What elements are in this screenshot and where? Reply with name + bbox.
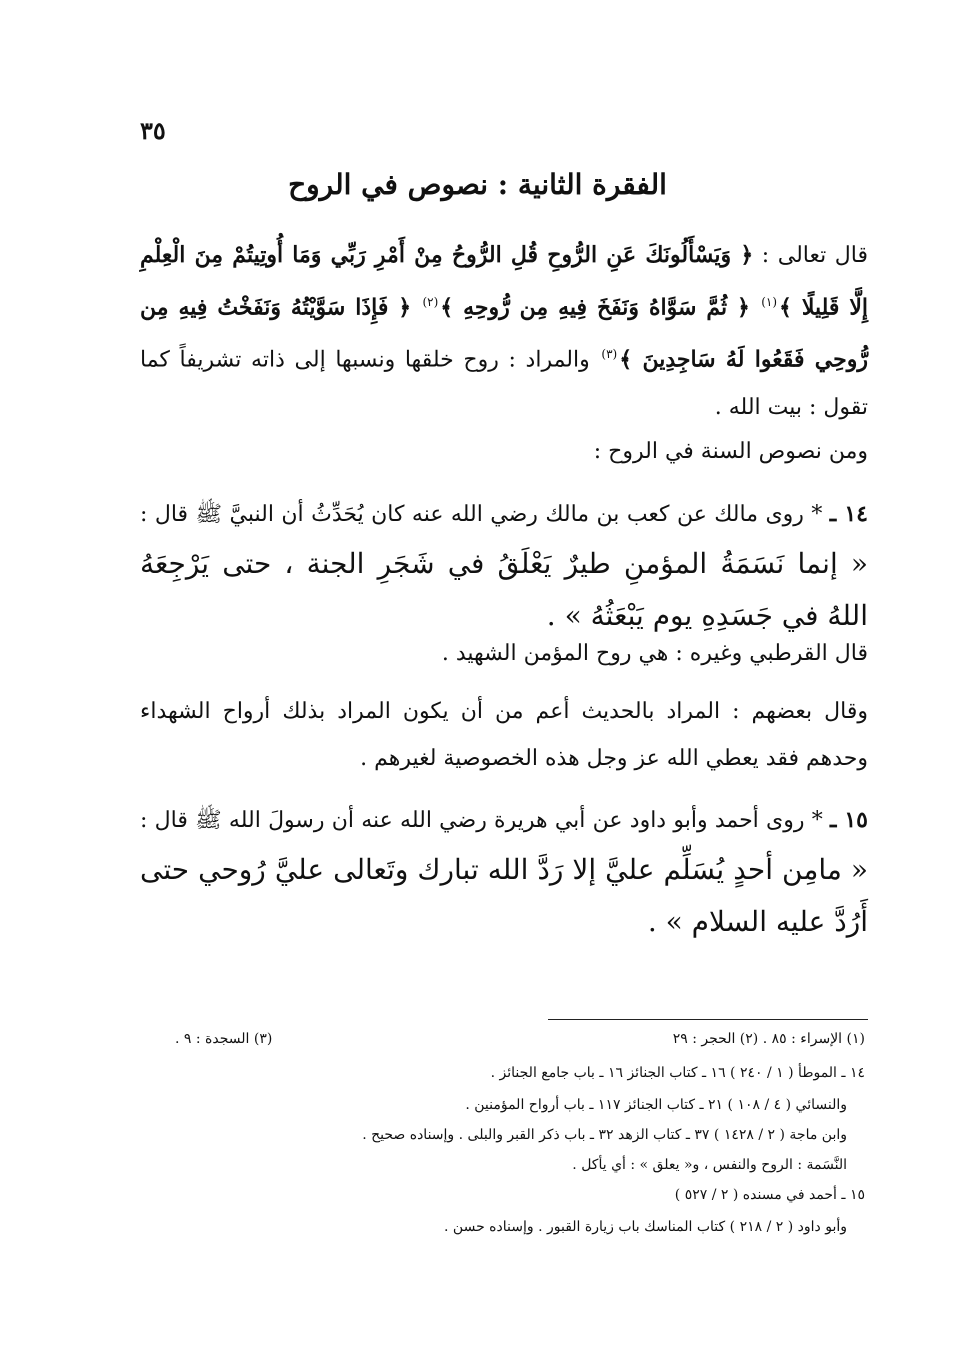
hadith-14-lead: * روى مالك عن كعب بن مالك رضي الله عنه كان يُحَدِّثُ أن النبيَّ ﷺ قال :: [140, 502, 830, 527]
hadith-15-lead: * روى أحمد وأبو داود عن أبي هريرة رضي الله عنه أن رسولَ الله ﷺ قال :: [140, 808, 830, 833]
verse-hijr: ﴿ ثُمَّ سَوَّاهُ وَنَفَخَ فِيهِ مِن رُّوحِهِ ﴾: [440, 294, 750, 321]
footnote-line-7: وأبو داود ( ٢ / ٢١٨ ) كتاب المناسك باب زيارة القبور . وإسناده حسن .: [444, 1219, 847, 1235]
footnote-ref-2: (٢): [422, 295, 439, 309]
verse-sajda: ﴿ فَإِذَا سَوَّيْتُهُ وَنَفَخْتُ فِيهِ مِن رُّوحِي فَقَعُوا لَهُ سَاجِدِينَ ﴾: [140, 294, 868, 373]
footnote-ref-1: (١): [761, 295, 778, 309]
footnote-line-3: والنسائي ( ٤ / ١٠٨ ) ٢١ ـ كتاب الجنائز ١١٧ ـ باب أرواح المؤمنين .: [465, 1097, 847, 1113]
footnote-line-6: ١٥ ـ أحمد في مسنده ( ٢ / ٥٢٧ ): [674, 1187, 865, 1203]
hadith-14-text: « إنما نَسَمَةُ المؤمنِ طيرٌ يَعْلَقُ في شَجَرِ الجنة ، حتى يَرْجِعَهُ اللهُ في جَسَدِهِ يوم يَبْعَثُهُ » .: [140, 547, 868, 632]
paragraph-sunnah-intro: ومن نصوص السنة في الروح :: [593, 439, 868, 464]
intro-text: قال تعالى :: [753, 243, 868, 268]
page-number: ٣٥: [140, 116, 166, 145]
hadith-number-15: ١٥ ـ: [830, 807, 868, 833]
paragraph-qurtubi: قال القرطبي وغيره : هي روح المؤمن الشهيد .: [441, 641, 868, 666]
footnote-divider: [548, 1019, 868, 1020]
footnote-line-5: النَّسَمة : الروح والنفس ، و« يعلق » : أي يأكل .: [572, 1157, 847, 1173]
hadith-number-14: ١٤ ـ: [829, 501, 868, 527]
footnote-line-4: وابن ماجة ( ٢ / ١٤٢٨ ) ٣٧ ـ كتاب الزهد ٣٢ ـ باب ذكر القبر والبلى . وإسناده صحيح .: [362, 1127, 847, 1143]
hadith-15-text: « مامِن أحدٍ يُسَلِّم عليَّ إلا رَدَّ الله تبارك وتَعالى عليَّ رُوحي حتى أَرُدَّ عليه السلام » .: [140, 853, 868, 938]
paragraph-others: وقال بعضهم : المراد بالحديث أعم من أن يكون المراد بذلك أرواح الشهداء وحدهم فقد يعطي الله عز وجل هذه الخصوصية لغيرهم .: [140, 699, 868, 771]
footnote-line-1-left: (٣) السجدة : ٩ .: [175, 1031, 273, 1047]
footnote-ref-3: (٣): [601, 347, 618, 362]
section-title: الفقرة الثانية : نصوص في الروح: [288, 168, 667, 201]
footnote-line-2: ١٤ ـ الموطأ ( ١ / ٢٤٠ ) ١٦ ـ كتاب الجنائز ١٦ ـ باب جامع الجنائز .: [490, 1065, 865, 1081]
verse-isra: ﴿ وَيَسْأَلُونَكَ عَنِ الرُّوحِ قُلِ الرُّوحُ مِنْ أَمْرِ رَبِّي وَمَا أُوتِيتُمْ مِنَ الْعِلْمِ إِلَّا قَلِيلًا ﴾: [140, 242, 868, 321]
hadith-15: [140, 792, 868, 948]
explanation-text: والمراد : روح خلقها ونسبها إلى ذاته تشريفاً كما تقول : بيت الله .: [140, 347, 868, 420]
paragraph-verses: [140, 232, 868, 431]
hadith-14: [140, 486, 868, 642]
footnote-line-1: (١) الإسراء : ٨٥ . (٢) الحجر : ٢٩: [672, 1031, 865, 1047]
